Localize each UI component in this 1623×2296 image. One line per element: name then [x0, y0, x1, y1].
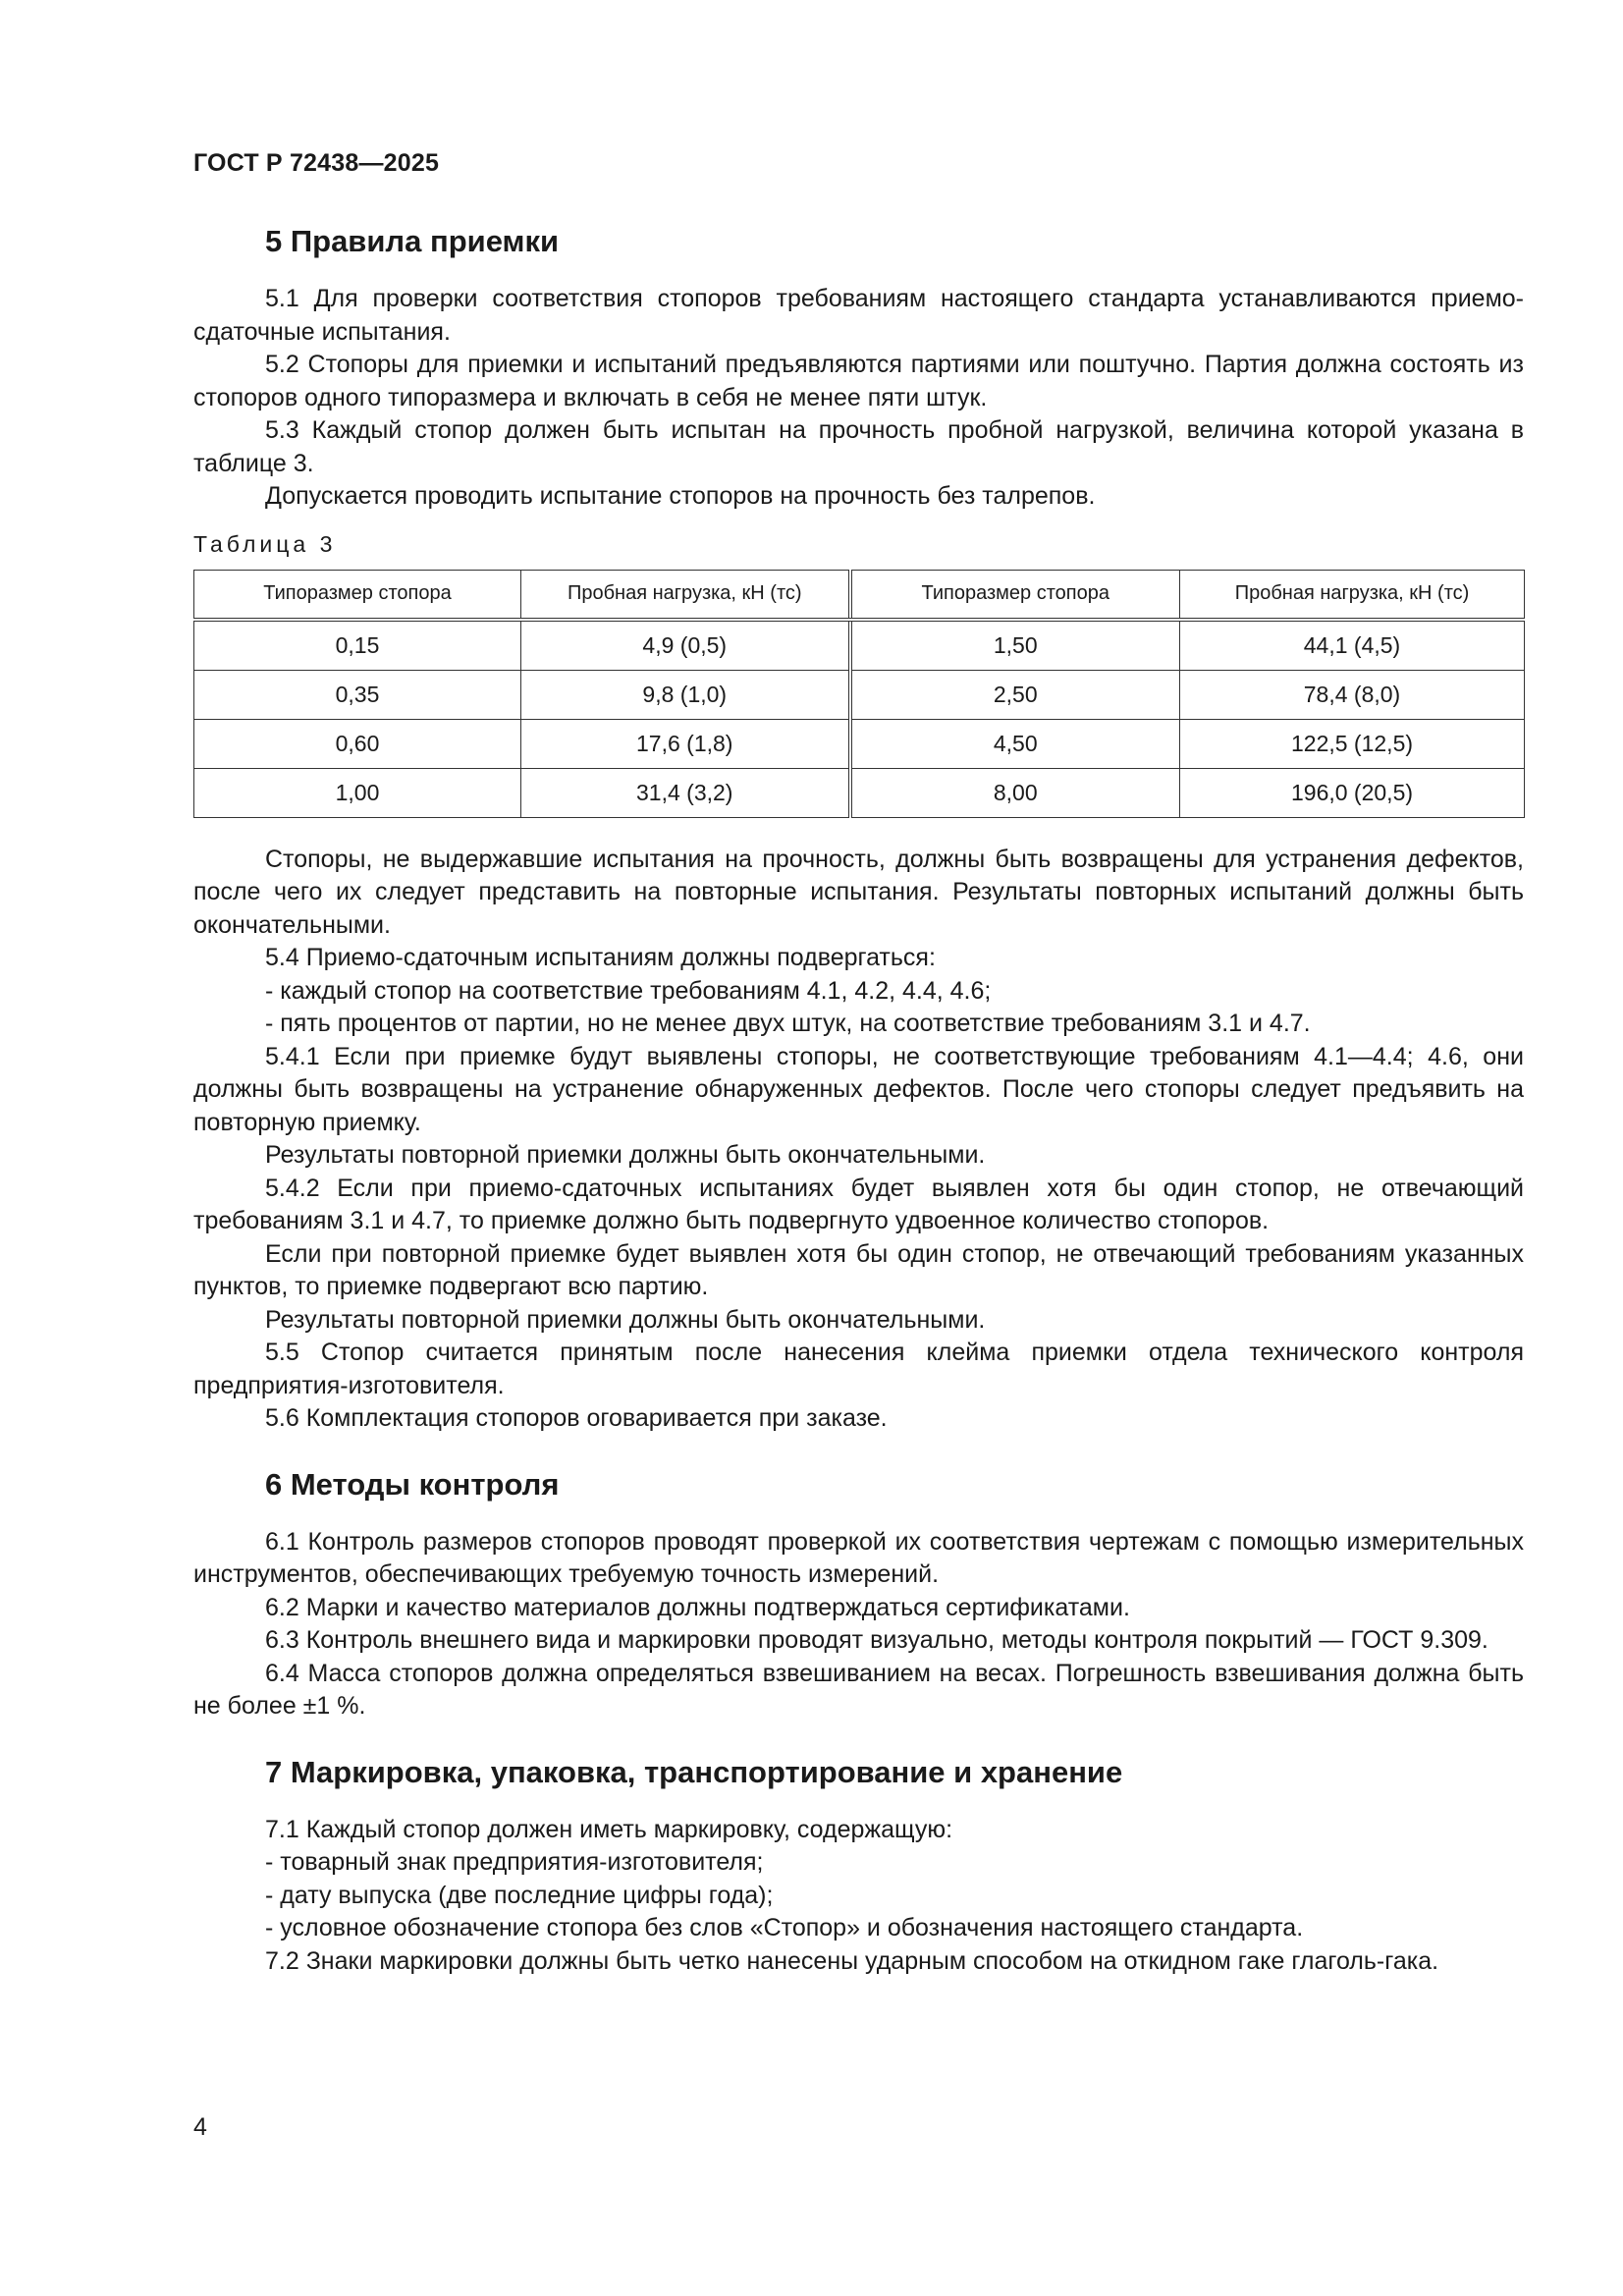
- table-cell: 44,1 (4,5): [1180, 620, 1525, 671]
- paragraph-5-4-2-result: Результаты повторной приемки должны быть окончательными.: [265, 1305, 986, 1334]
- paragraph-5-4-1-result: Результаты повторной приемки должны быть окончательными.: [265, 1141, 986, 1169]
- paragraph-5-6: 5.6 Комплектация стопоров оговаривается при заказе.: [265, 1404, 888, 1432]
- list-item: - пять процентов от партии, но не менее двух штук, на соответствие требованиям 3.1 и 4.7.: [265, 1010, 1311, 1037]
- paragraph-5-3: 5.3 Каждый стопор должен быть испытан на прочность пробной нагрузкой, величина которой указана в таблице 3.: [193, 416, 1524, 477]
- paragraph-5-4-2: 5.4.2 Если при приемо-сдаточных испытаниях будет выявлен хотя бы один стопор, не отвечающий требованиям 3.1 и 4.7, то приемке должно быть подвергнуто удвоенное количество стопоров.: [193, 1174, 1524, 1234]
- table-3-caption: Таблица 3: [193, 530, 337, 557]
- table-header-cell: Пробная нагрузка, кН (тс): [1180, 570, 1525, 620]
- table-cell: 78,4 (8,0): [1180, 670, 1525, 719]
- table-row: [194, 768, 1525, 817]
- section-7-title: 7 Маркировка, упаковка, транспортирование и хранение: [265, 1754, 1123, 1789]
- paragraph-6-1: 6.1 Контроль размеров стопоров проводят проверкой их соответствия чертежам с помощью измерительных инструментов, обеспечивающих требуемую точность измерений.: [193, 1527, 1524, 1588]
- table-header-cell: Типоразмер стопора: [850, 570, 1180, 620]
- table-header-row: [194, 570, 1525, 620]
- table-cell: 4,9 (0,5): [521, 620, 850, 671]
- paragraph-6-4: 6.4 Масса стопоров должна определяться взвешиванием на весах. Погрешность взвешивания должна быть не более ±1 %.: [193, 1659, 1524, 1720]
- list-item: - условное обозначение стопора без слов «Стопор» и обозначения настоящего стандарта.: [265, 1914, 1304, 1941]
- table-cell: 4,50: [850, 719, 1180, 768]
- table-cell: 1,50: [850, 620, 1180, 671]
- table-row: [194, 670, 1525, 719]
- table-header-cell: Типоразмер стопора: [194, 570, 521, 620]
- list-item: - товарный знак предприятия-изготовителя;: [265, 1848, 764, 1876]
- paragraph-6-2: 6.2 Марки и качество материалов должны подтверждаться сертификатами.: [265, 1593, 1130, 1621]
- table-cell: 122,5 (12,5): [1180, 719, 1525, 768]
- table-cell: 8,00: [850, 768, 1180, 817]
- table-cell: 31,4 (3,2): [521, 768, 850, 817]
- section-5-title: 5 Правила приемки: [265, 224, 560, 258]
- paragraph-7-1: 7.1 Каждый стопор должен иметь маркировку, содержащую:: [265, 1815, 953, 1843]
- table-3: [193, 570, 1525, 818]
- paragraph-5-4-2-repeat: Если при повторной приемке будет выявлен хотя бы один стопор, не отвечающий требованиям указанных пунктов, то приемке подвергают всю партию.: [193, 1239, 1524, 1300]
- table-cell: 9,8 (1,0): [521, 670, 850, 719]
- document-page: [193, 0, 1524, 2296]
- table-cell: 17,6 (1,8): [521, 719, 850, 768]
- paragraph-5-3-note: Допускается проводить испытание стопоров на прочность без талрепов.: [265, 482, 1096, 510]
- table-header-cell: Пробная нагрузка, кН (тс): [521, 570, 850, 620]
- paragraph-5-4-1: 5.4.1 Если при приемке будут выявлены стопоры, не соответствующие требованиям 4.1—4.4; 4.6, они должны быть возвращены на устранение обнаруженных дефектов. После чего стопоры следует предъявить на повторную приемку.: [193, 1042, 1524, 1136]
- paragraph-6-3: 6.3 Контроль внешнего вида и маркировки проводят визуально, методы контроля покрытий — ГОСТ 9.309.: [265, 1626, 1488, 1654]
- table-row: [194, 620, 1525, 671]
- list-item: - дату выпуска (две последние цифры года);: [265, 1881, 774, 1909]
- paragraph-5-5: 5.5 Стопор считается принятым после нанесения клейма приемки отдела технического контроля предприятия-изготовителя.: [193, 1339, 1524, 1399]
- table-cell: 196,0 (20,5): [1180, 768, 1525, 817]
- table-cell: 0,60: [194, 719, 521, 768]
- document-header: ГОСТ Р 72438—2025: [193, 149, 440, 177]
- table-cell: 1,00: [194, 768, 521, 817]
- table-cell: 0,15: [194, 620, 521, 671]
- paragraph-5-4: 5.4 Приемо-сдаточным испытаниям должны подвергаться:: [265, 944, 936, 971]
- table-row: [194, 719, 1525, 768]
- document-body: [193, 222, 1524, 1978]
- list-item: - каждый стопор на соответствие требованиям 4.1, 4.2, 4.4, 4.6;: [265, 976, 992, 1005]
- paragraph-7-2: 7.2 Знаки маркировки должны быть четко нанесены ударным способом на откидном гаке глаголь-гака.: [265, 1946, 1439, 1975]
- table-cell: 2,50: [850, 670, 1180, 719]
- table-cell: 0,35: [194, 670, 521, 719]
- section-6-title: 6 Методы контроля: [265, 1466, 560, 1502]
- page-number: 4: [193, 2113, 207, 2141]
- paragraph-5-3-result: Стопоры, не выдержавшие испытания на прочность, должны быть возвращены для устранения дефектов, после чего их следует представить на повторные испытания. Результаты повторных испытаний должны быть окончательными.: [193, 845, 1524, 939]
- paragraph-5-2: 5.2 Стопоры для приемки и испытаний предъявляются партиями или поштучно. Партия должна состоять из стопоров одного типоразмера и включать в себя не менее пяти штук.: [193, 351, 1524, 411]
- paragraph-5-1: 5.1 Для проверки соответствия стопоров требованиям настоящего стандарта устанавливаются приемо-сдаточные испытания.: [193, 285, 1524, 346]
